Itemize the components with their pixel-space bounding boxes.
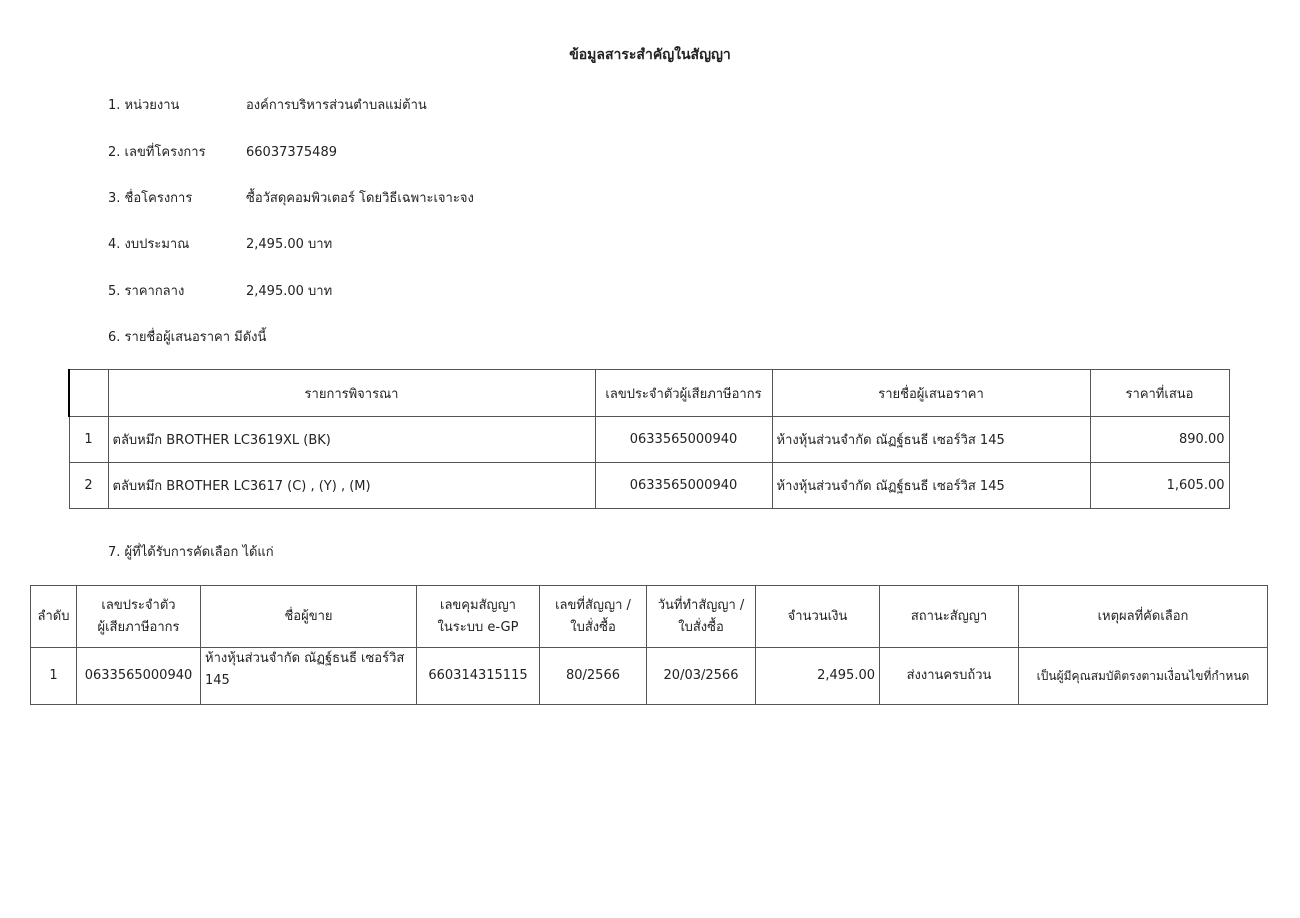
header-line: ในระบบ e-GP [437,619,519,635]
bids-table [68,369,1230,509]
cell-price: 1,605.00 [1090,463,1229,509]
cell-amount: 2,495.00 [756,648,880,705]
info-value: ซื้อวัสดุคอมพิวเตอร์ โดยวิธีเฉพาะเจาะจง [246,191,474,206]
cell-contract-no: 80/2566 [540,648,647,705]
table-row [31,648,1268,705]
col-header-order: ลำดับ [31,586,77,648]
col-header-item: รายการพิจารณา [108,370,595,417]
cell-item: ตลับหมึก BROTHER LC3619XL (BK) [108,417,595,463]
cell-price: 890.00 [1090,417,1229,463]
cell-tax-id: 0633565000940 [595,417,772,463]
cell-reason: เป็นผู้มีคุณสมบัติตรงตามเงื่อนไขที่กำหนด [1019,648,1268,705]
info-median-price [108,282,332,302]
header-line: เลขคุมสัญญา [440,597,516,613]
col-header-tax-id [77,586,201,648]
info-project-number [108,143,337,163]
info-label: 1. หน่วยงาน [108,98,180,113]
col-header-contract-no [540,586,647,648]
col-header-bidder: รายชื่อผู้เสนอราคา [772,370,1090,417]
cell-no: 2 [69,463,108,509]
info-agency [108,96,427,116]
info-label: 3. ชื่อโครงการ [108,191,193,206]
info-budget [108,235,332,255]
table-row [69,463,1229,509]
winners-heading: 7. ผู้ที่ได้รับการคัดเลือก ได้แก่ [108,545,274,560]
cell-tax-id: 0633565000940 [595,463,772,509]
cell-item: ตลับหมึก BROTHER LC3617 (C) , (Y) , (M) [108,463,595,509]
winners-table [30,585,1268,705]
col-header-reason: เหตุผลที่คัดเลือก [1019,586,1268,648]
cell-tax-id: 0633565000940 [77,648,201,705]
cell-bidder: ห้างหุ้นส่วนจำกัด ณัฏฐ์ธนธี เซอร์วิส 145 [772,417,1090,463]
col-header-seller: ชื่อผู้ขาย [201,586,417,648]
cell-seller: ห้างหุ้นส่วนจำกัด ณัฏฐ์ธนธี เซอร์วิส 145 [201,648,417,705]
header-line: วันที่ทำสัญญา / [657,597,745,613]
col-header-tax-id: เลขประจำตัวผู้เสียภาษีอากร [595,370,772,417]
table-row [69,417,1229,463]
header-line: ใบสั่งซื้อ [570,619,616,635]
cell-order: 1 [31,648,77,705]
header-line: เลขที่สัญญา / [555,597,631,613]
info-project-name [108,189,474,209]
info-label: 5. ราคากลาง [108,284,185,299]
col-header-amount: จำนวนเงิน [756,586,880,648]
col-header-status: สถานะสัญญา [880,586,1019,648]
winners-header-row [31,586,1268,648]
info-label: 4. งบประมาณ [108,237,190,252]
info-value: 2,495.00 บาท [246,237,333,252]
col-header-control-no [417,586,540,648]
col-header-no [69,370,108,417]
info-label: 2. เลขที่โครงการ [108,145,206,160]
header-line: เลขประจำตัว [101,597,176,613]
cell-no: 1 [69,417,108,463]
info-value: 2,495.00 บาท [246,284,333,299]
header-line: ใบสั่งซื้อ [678,619,724,635]
info-value: องค์การบริหารส่วนตำบลแม่ต้าน [246,98,427,113]
cell-bidder: ห้างหุ้นส่วนจำกัด ณัฏฐ์ธนธี เซอร์วิส 145 [772,463,1090,509]
col-header-contract-date [647,586,756,648]
page-title: ข้อมูลสาระสำคัญในสัญญา [569,47,731,63]
cell-contract-date: 20/03/2566 [647,648,756,705]
bids-header-row [69,370,1229,417]
col-header-price: ราคาที่เสนอ [1090,370,1229,417]
bidders-heading: 6. รายชื่อผู้เสนอราคา มีดังนี้ [108,330,267,345]
info-value: 66037375489 [246,145,337,160]
cell-status: ส่งงานครบถ้วน [880,648,1019,705]
header-line: ผู้เสียภาษีอากร [97,619,180,635]
cell-control-no: 660314315115 [417,648,540,705]
